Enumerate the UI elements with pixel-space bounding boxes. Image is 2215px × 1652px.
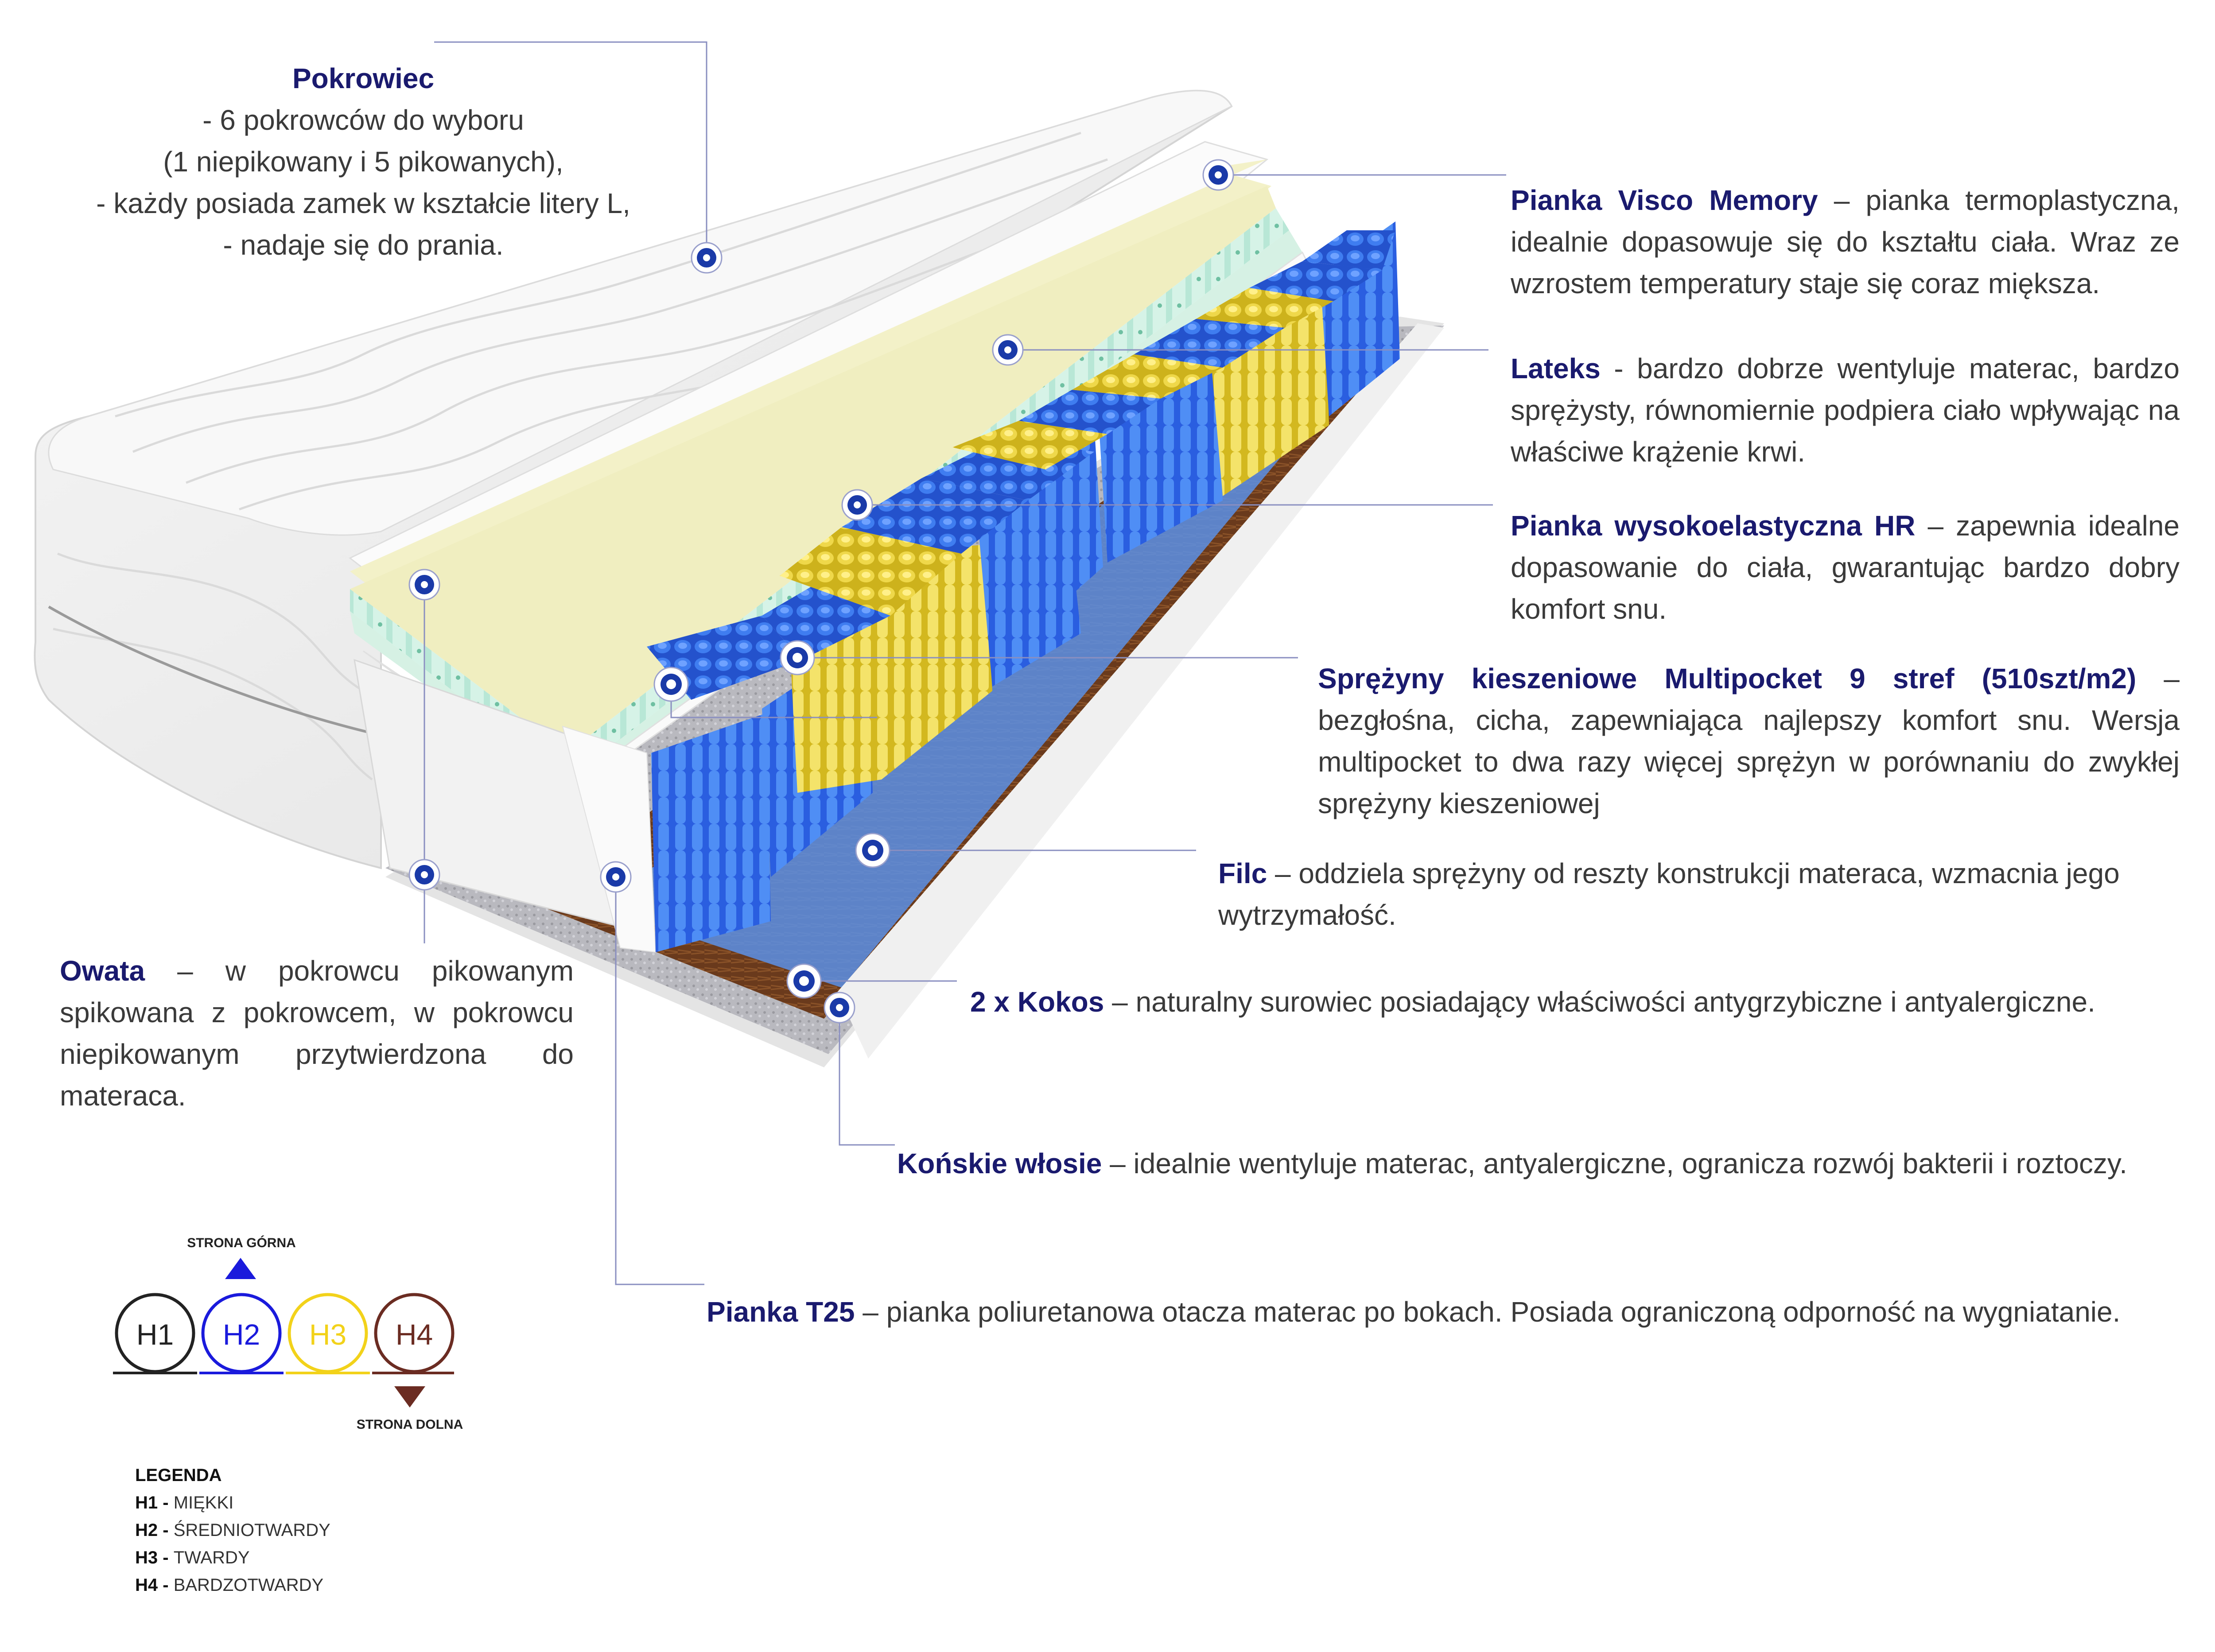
callout-kokos (970, 981, 2180, 1023)
legend-code: H1 (135, 1493, 158, 1512)
legend-item: H2 - ŚREDNIOTWARDY (135, 1520, 330, 1540)
legend-item: H3 - TWARDY (135, 1548, 250, 1567)
legend-item: H1 - MIĘKKI (135, 1493, 234, 1512)
callout-title: Pianka wysokoelastyczna HR (1511, 510, 1916, 542)
legend-code: H2 (135, 1520, 158, 1540)
callout-text: - bardzo dobrze wentyluje materac, bardzo sprężysty, równomiernie podpiera ciało wpływając na właściwe krążenie krwi. (1511, 353, 2180, 468)
callout-text: – naturalny surowiec posiadający właściwości antygrzybiczne i antyalergiczne. (1104, 986, 2095, 1018)
legend-item: H4 - BARDZOTWARDY (135, 1575, 324, 1595)
callout-title: Owata (60, 955, 145, 987)
callout-line: - nadaje się do prania. (223, 229, 504, 261)
callout-text: – bezgłośna, cicha, zapewniająca najlepszy komfort snu. Wersja multipocket to dwa razy więcej sprężyn w porównaniu do zwykłej sprężyny kieszeniowej (1318, 663, 2180, 819)
legend (135, 1462, 445, 1599)
hardness-h4: H4 (395, 1318, 433, 1351)
callout-title: Filc (1218, 857, 1267, 889)
callout-text: – idealnie wentyluje materac, antyalergiczne, ogranicza rozwój bakterii i roztoczy. (1102, 1148, 2127, 1179)
callout-text: – zapewnia idealne dopasowanie do ciała, gwarantując bardzo dobry komfort snu. (1511, 510, 2180, 625)
legend-title: LEGENDA (135, 1466, 222, 1485)
callout-title: Lateks (1511, 353, 1601, 384)
top-side-label: STRONA GÓRNA (187, 1236, 296, 1250)
hardness-h2: H2 (222, 1318, 260, 1351)
callout-pokrowiec (75, 58, 651, 266)
hardness-h1: H1 (136, 1318, 174, 1351)
bottom-side-label: STRONA DOLNA (356, 1417, 463, 1432)
callout-text: – oddziela sprężyny od reszty konstrukcji materaca, wzmacnia jego wytrzymałość. (1218, 857, 2120, 931)
callout-text: – pianka termoplastyczna, idealnie dopasowuje się do kształtu ciała. Wraz ze wzrostem temperatury staje się coraz miększa. (1511, 184, 2180, 299)
callout-title: Pianka Visco Memory (1511, 184, 1818, 216)
callout-title: Końskie włosie (897, 1148, 1102, 1179)
callout-hr (1511, 505, 2180, 630)
legend-desc: MIĘKKI (173, 1493, 234, 1512)
legend-desc: TWARDY (173, 1548, 250, 1567)
callout-filc (1218, 853, 2180, 936)
callout-title: Sprężyny kieszeniowe Multipocket 9 stref (510szt/m2) (1318, 663, 2137, 694)
callout-title: Pianka T25 (707, 1296, 855, 1328)
callout-t25 (707, 1291, 2195, 1333)
callout-owata (60, 950, 574, 1117)
callout-visco (1511, 179, 2180, 304)
legend-desc: ŚREDNIOTWARDY (173, 1520, 330, 1540)
legend-code: H4 (135, 1575, 158, 1595)
up-arrow-icon (225, 1258, 256, 1279)
legend-code: H3 (135, 1548, 158, 1567)
callout-konskie (897, 1143, 2191, 1184)
callout-lateks (1511, 348, 2180, 473)
callout-sprezyny (1318, 658, 2180, 824)
callout-title: Pokrowiec (292, 62, 435, 94)
callout-text: – w pokrowcu pikowanym spikowana z pokrowcem, w pokrowcu niepikowanym przytwierdzona do materaca. (60, 955, 574, 1112)
callout-line: - każdy posiada zamek w kształcie litery L, (96, 187, 630, 219)
hardness-h3: H3 (309, 1318, 347, 1351)
callout-line: - 6 pokrowców do wyboru (202, 104, 524, 136)
callout-title: 2 x Kokos (970, 986, 1104, 1018)
legend-desc: BARDZOTWARDY (173, 1575, 324, 1595)
callout-line: (1 niepikowany i 5 pikowanych), (163, 146, 563, 178)
down-arrow-icon (394, 1386, 425, 1408)
callout-text: – pianka poliuretanowa otacza materac po bokach. Posiada ograniczoną odporność na wygniatanie. (855, 1296, 2121, 1328)
